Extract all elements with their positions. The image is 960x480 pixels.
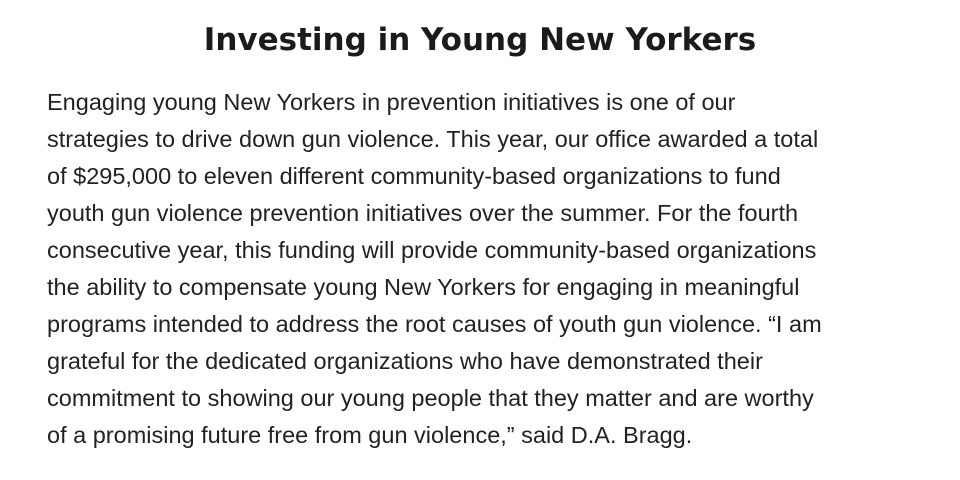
paragraph-line: the ability to compensate young New Yorkers for engaging in meaningful	[47, 274, 800, 300]
page-title: Investing in Young New Yorkers	[203, 22, 757, 58]
paragraph-line: of $295,000 to eleven different community-based organizations to fund	[47, 163, 781, 189]
paragraph-line: Engaging young New Yorkers in prevention initiatives is one of our	[47, 89, 736, 115]
paragraph-line: consecutive year, this funding will provide community-based organizations	[47, 237, 817, 263]
paragraph-line: youth gun violence prevention initiatives over the summer. For the fourth	[47, 200, 799, 226]
paragraph-line: of a promising future free from gun violence,” said D.A. Bragg.	[47, 422, 693, 448]
body-paragraph	[47, 84, 927, 454]
paragraph-line: commitment to showing our young people that they matter and are worthy	[47, 385, 814, 411]
paragraph-line: programs intended to address the root causes of youth gun violence. “I am	[47, 311, 822, 337]
paragraph-line: strategies to drive down gun violence. This year, our office awarded a total	[47, 126, 819, 152]
paragraph-line: grateful for the dedicated organizations who have demonstrated their	[47, 348, 763, 374]
